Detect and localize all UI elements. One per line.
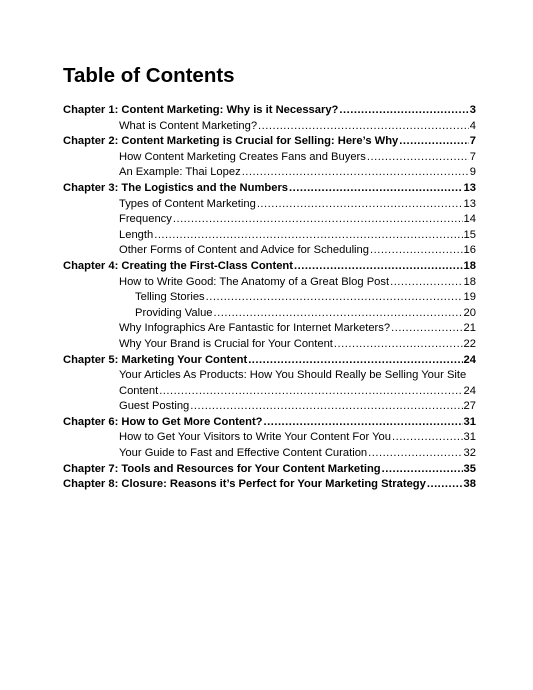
toc-page-number: 27 (463, 400, 476, 413)
toc-entry-section[interactable] (63, 368, 476, 384)
toc-dot-leader (159, 384, 462, 400)
toc-dot-leader (391, 321, 462, 337)
toc-dot-leader (173, 212, 463, 228)
toc-dot-leader (339, 103, 468, 119)
toc-page-number: 24 (463, 353, 476, 366)
toc-dot-leader (390, 275, 462, 291)
toc-entry-text: Length (119, 228, 154, 241)
toc-page-number: 18 (463, 259, 476, 272)
toc-entry-text: Your Articles As Products: How You Should Really be Selling Your Site (119, 369, 467, 382)
toc-entry-section[interactable] (63, 150, 476, 166)
toc-page-number: 31 (463, 415, 476, 428)
toc-page-number: 7 (469, 135, 476, 148)
toc-page-number: 35 (463, 462, 476, 475)
toc-page-number: 31 (463, 431, 476, 444)
toc-dot-leader (367, 150, 469, 166)
toc-entry-chapter-5[interactable] (63, 353, 476, 369)
toc-entry-section-continuation[interactable] (63, 384, 476, 400)
toc-entry-text: Other Forms of Content and Advice for Scheduling (119, 244, 369, 257)
toc-entry-text: Chapter 5: Marketing Your Content (63, 353, 248, 366)
toc-entry-text: Types of Content Marketing (119, 197, 256, 210)
toc-dot-leader (206, 290, 463, 306)
toc-dot-leader (257, 197, 463, 213)
toc-entry-text: An Example: Thai Lopez (119, 166, 241, 179)
toc-entry-section[interactable] (63, 119, 476, 135)
toc-page-number: 15 (463, 228, 476, 241)
toc-dot-leader (248, 353, 462, 369)
toc-dot-leader (399, 134, 469, 150)
toc-page-number: 14 (463, 213, 476, 226)
toc-entry-subsection[interactable] (63, 306, 476, 322)
toc-page-number: 38 (463, 478, 476, 491)
toc-entry-text: Telling Stories (135, 291, 205, 304)
toc-page-number: 22 (463, 337, 476, 350)
toc-entry-text: Your Guide to Fast and Effective Content Curation (119, 447, 368, 460)
toc-list (63, 103, 476, 493)
toc-page-number: 3 (469, 104, 476, 116)
toc-dot-leader (214, 306, 463, 322)
toc-page-number: 9 (469, 166, 476, 179)
toc-entry-text: Guest Posting (119, 400, 190, 413)
toc-entry-chapter-4[interactable] (63, 259, 476, 275)
toc-dot-leader (154, 228, 462, 244)
toc-entry-text: Chapter 2: Content Marketing is Crucial for Selling: Here’s Why (63, 135, 399, 148)
toc-entry-text: Why Infographics Are Fantastic for Internet Marketers? (119, 322, 391, 335)
toc-entry-chapter-8[interactable] (63, 477, 476, 493)
toc-page-number: 13 (463, 197, 476, 210)
toc-entry-text: Chapter 6: How to Get More Content? (63, 415, 263, 428)
toc-entry-section[interactable] (63, 243, 476, 259)
toc-entry-section[interactable] (63, 430, 476, 446)
toc-dot-leader (294, 259, 463, 275)
toc-page-number: 4 (469, 119, 476, 132)
toc-entry-text: Chapter 8: Closure: Reasons it’s Perfect for Your Marketing Strategy (63, 478, 426, 491)
toc-entry-text: Providing Value (135, 306, 213, 319)
toc-page-number: 18 (463, 275, 476, 288)
toc-page-number: 32 (463, 447, 476, 460)
toc-entry-text: Frequency (119, 213, 172, 226)
toc-entry-section[interactable] (63, 197, 476, 213)
toc-entry-section[interactable] (63, 337, 476, 353)
toc-entry-text: How to Write Good: The Anatomy of a Great Blog Post (119, 275, 390, 288)
toc-dot-leader (370, 243, 463, 259)
toc-entry-chapter-6[interactable] (63, 415, 476, 431)
toc-page-number: 13 (463, 181, 476, 194)
toc-entry-section[interactable] (63, 321, 476, 337)
toc-entry-section[interactable] (63, 228, 476, 244)
toc-entry-text: Chapter 7: Tools and Resources for Your Content Marketing (63, 462, 381, 475)
toc-dot-leader (264, 415, 463, 431)
toc-entry-text-continued: Content (119, 384, 159, 397)
toc-entry-section[interactable] (63, 399, 476, 415)
toc-dot-leader (289, 181, 463, 197)
toc-entry-section[interactable] (63, 275, 476, 291)
toc-entry-text: How Content Marketing Creates Fans and Buyers (119, 150, 366, 163)
toc-entry-subsection[interactable] (63, 290, 476, 306)
toc-entry-section[interactable] (63, 446, 476, 462)
toc-page-number: 24 (463, 384, 476, 397)
toc-page-number: 7 (469, 150, 476, 163)
toc-title: Table of Contents (63, 64, 235, 87)
toc-entry-text: How to Get Your Visitors to Write Your Content For You (119, 431, 391, 444)
toc-dot-leader (190, 399, 462, 415)
toc-dot-leader (392, 430, 463, 446)
toc-dot-leader (382, 462, 463, 478)
toc-entry-chapter-1[interactable] (63, 103, 476, 119)
toc-page-number: 19 (463, 291, 476, 304)
toc-entry-section[interactable] (63, 212, 476, 228)
toc-page-number: 16 (463, 244, 476, 257)
toc-dot-leader (368, 446, 462, 462)
toc-entry-text: Chapter 3: The Logistics and the Numbers (63, 181, 289, 194)
toc-entry-text: Why Your Brand is Crucial for Your Content (119, 337, 333, 350)
toc-entry-chapter-7[interactable] (63, 462, 476, 478)
toc-dot-leader (334, 337, 463, 353)
toc-entry-chapter-2[interactable] (63, 134, 476, 150)
toc-dot-leader (427, 477, 463, 493)
toc-entry-section[interactable] (63, 165, 476, 181)
toc-dot-leader (242, 165, 469, 181)
toc-page-number: 21 (463, 322, 476, 335)
toc-entry-chapter-3[interactable] (63, 181, 476, 197)
toc-dot-leader (258, 119, 469, 135)
toc-entry-text: Chapter 1: Content Marketing: Why is it Necessary? (63, 104, 339, 116)
toc-entry-text: What is Content Marketing? (119, 119, 258, 132)
toc-entry-text: Chapter 4: Creating the First-Class Content (63, 259, 293, 272)
toc-page-number: 20 (463, 306, 476, 319)
